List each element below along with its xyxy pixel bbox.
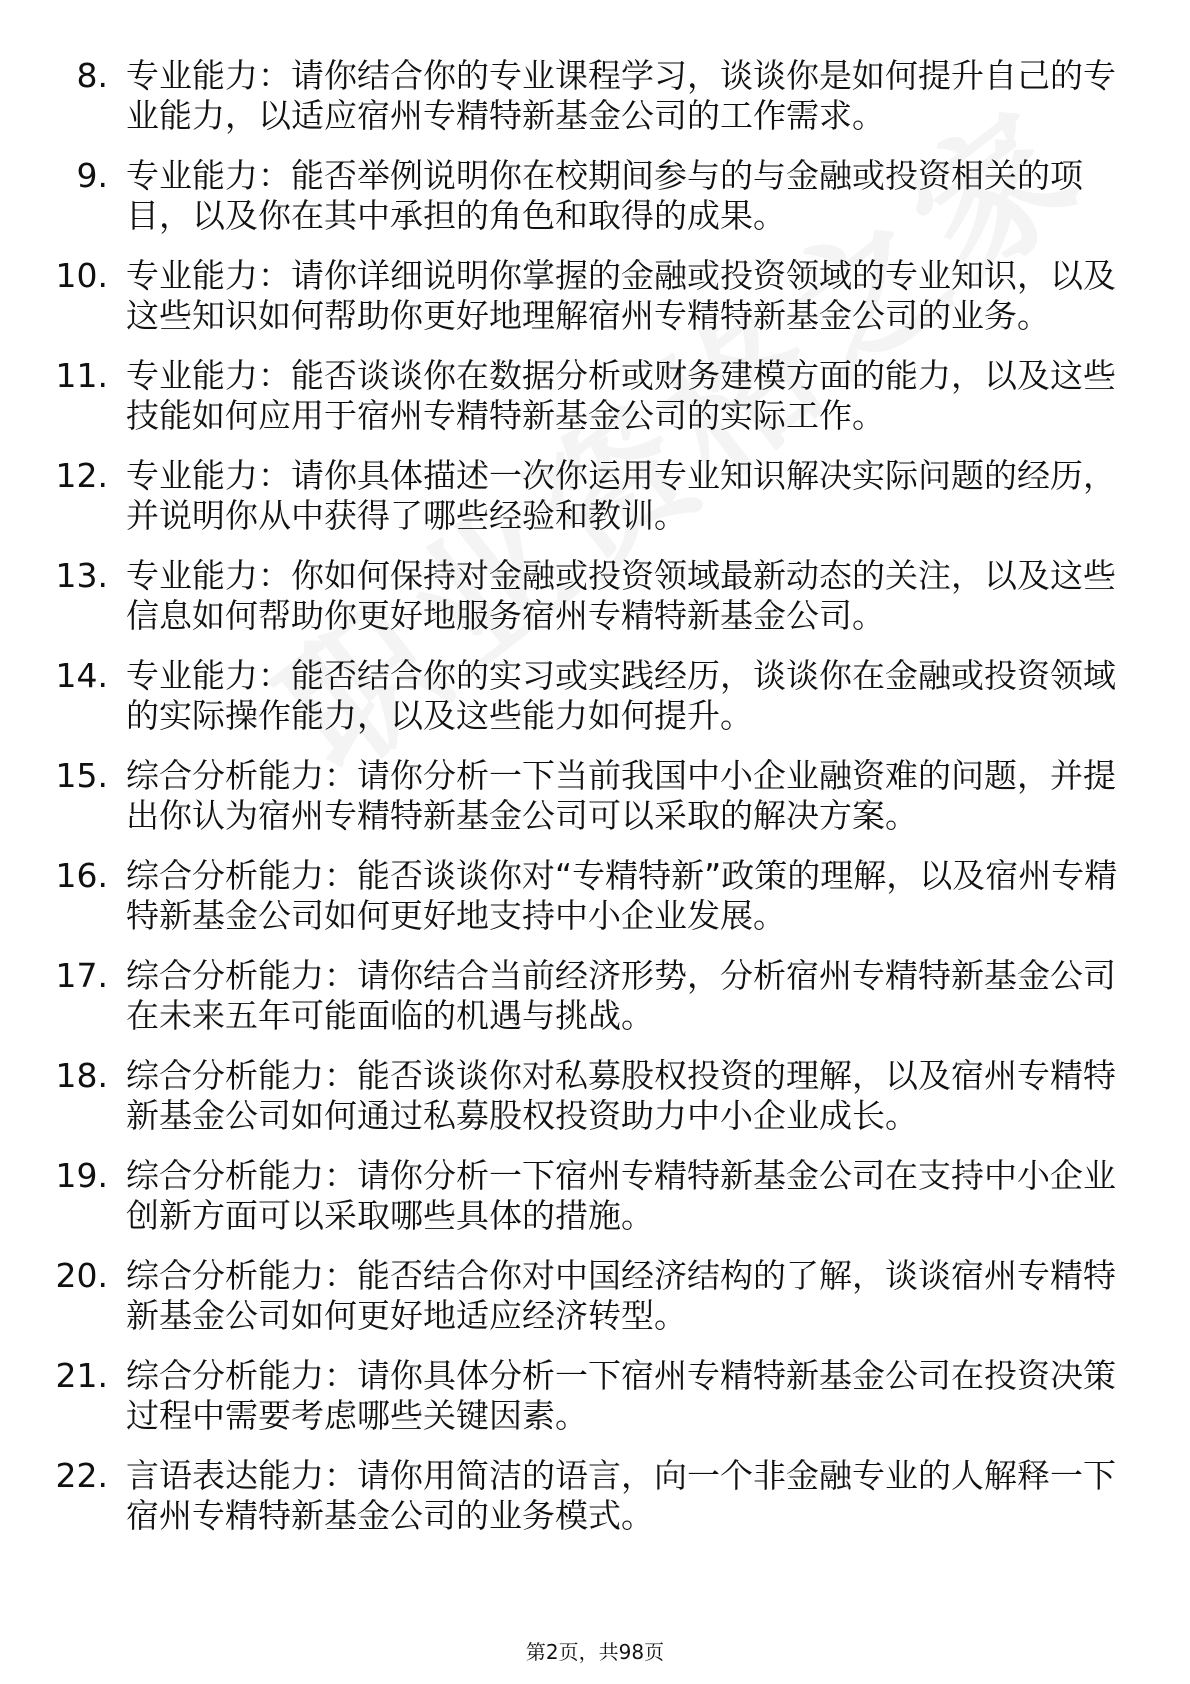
list-item (0, 1056, 1190, 1136)
question-number: 16. (55, 856, 108, 895)
page-footer (0, 1636, 1190, 1665)
question-text: 专业能力：你如何保持对金融或投资领域最新动态的关注，以及这些信息如何帮助你更好地服务宿州专精特新基金公司。 (126, 556, 1116, 635)
question-text: 综合分析能力：能否谈谈你对“专精特新”政策的理解，以及宿州专精特新基金公司如何更好地支持中小企业发展。 (126, 856, 1118, 935)
question-number: 19. (55, 1156, 108, 1195)
question-list (0, 56, 1190, 1556)
list-item (0, 556, 1190, 636)
list-item (0, 1256, 1190, 1336)
question-number: 22. (55, 1456, 108, 1495)
list-item (0, 1356, 1190, 1436)
list-item (0, 756, 1190, 836)
list-item (0, 1456, 1190, 1536)
question-text: 专业能力：请你结合你的专业课程学习，谈谈你是如何提升自己的专业能力，以适应宿州专精特新基金公司的工作需求。 (126, 56, 1116, 135)
question-text: 综合分析能力：能否结合你对中国经济结构的了解，谈谈宿州专精特新基金公司如何更好地适应经济转型。 (126, 1256, 1116, 1335)
question-number: 8. (76, 56, 108, 95)
list-item (0, 56, 1190, 136)
list-item (0, 356, 1190, 436)
question-number: 14. (55, 656, 108, 695)
list-item (0, 156, 1190, 236)
question-text: 言语表达能力：请你用简洁的语言，向一个非金融专业的人解释一下宿州专精特新基金公司的业务模式。 (126, 1456, 1116, 1535)
question-text: 综合分析能力：请你结合当前经济形势，分析宿州专精特新基金公司在未来五年可能面临的机遇与挑战。 (126, 956, 1116, 1035)
question-text: 专业能力：能否结合你的实习或实践经历，谈谈你在金融或投资领域的实际操作能力，以及这些能力如何提升。 (126, 656, 1116, 735)
question-number: 13. (55, 556, 108, 595)
question-text: 综合分析能力：能否谈谈你对私募股权投资的理解，以及宿州专精特新基金公司如何通过私募股权投资助力中小企业成长。 (126, 1056, 1116, 1135)
question-number: 18. (55, 1056, 108, 1095)
question-number: 10. (55, 256, 108, 295)
list-item (0, 856, 1190, 936)
question-text: 专业能力：请你详细说明你掌握的金融或投资领域的专业知识，以及这些知识如何帮助你更好地理解宿州专精特新基金公司的业务。 (126, 256, 1116, 335)
question-number: 9. (76, 156, 108, 195)
question-text: 综合分析能力：请你分析一下当前我国中小企业融资难的问题，并提出你认为宿州专精特新基金公司可以采取的解决方案。 (126, 756, 1116, 835)
page-number-label: 第2页，共98页 (525, 1640, 665, 1664)
question-text: 综合分析能力：请你分析一下宿州专精特新基金公司在支持中小企业创新方面可以采取哪些具体的措施。 (126, 1156, 1116, 1235)
question-number: 11. (55, 356, 108, 395)
list-item (0, 1156, 1190, 1236)
question-number: 20. (55, 1256, 108, 1295)
list-item (0, 456, 1190, 536)
list-item (0, 656, 1190, 736)
list-item (0, 956, 1190, 1036)
question-text: 专业能力：请你具体描述一次你运用专业知识解决实际问题的经历，并说明你从中获得了哪些经验和教训。 (126, 456, 1116, 535)
question-text: 专业能力：能否举例说明你在校期间参与的与金融或投资相关的项目，以及你在其中承担的角色和取得的成果。 (126, 156, 1083, 235)
question-text: 专业能力：能否谈谈你在数据分析或财务建模方面的能力，以及这些技能如何应用于宿州专精特新基金公司的实际工作。 (126, 356, 1116, 435)
question-number: 17. (55, 956, 108, 995)
question-number: 15. (55, 756, 108, 795)
question-number: 12. (55, 456, 108, 495)
question-number: 21. (55, 1356, 108, 1395)
question-text: 综合分析能力：请你具体分析一下宿州专精特新基金公司在投资决策过程中需要考虑哪些关键因素。 (126, 1356, 1116, 1435)
list-item (0, 256, 1190, 336)
